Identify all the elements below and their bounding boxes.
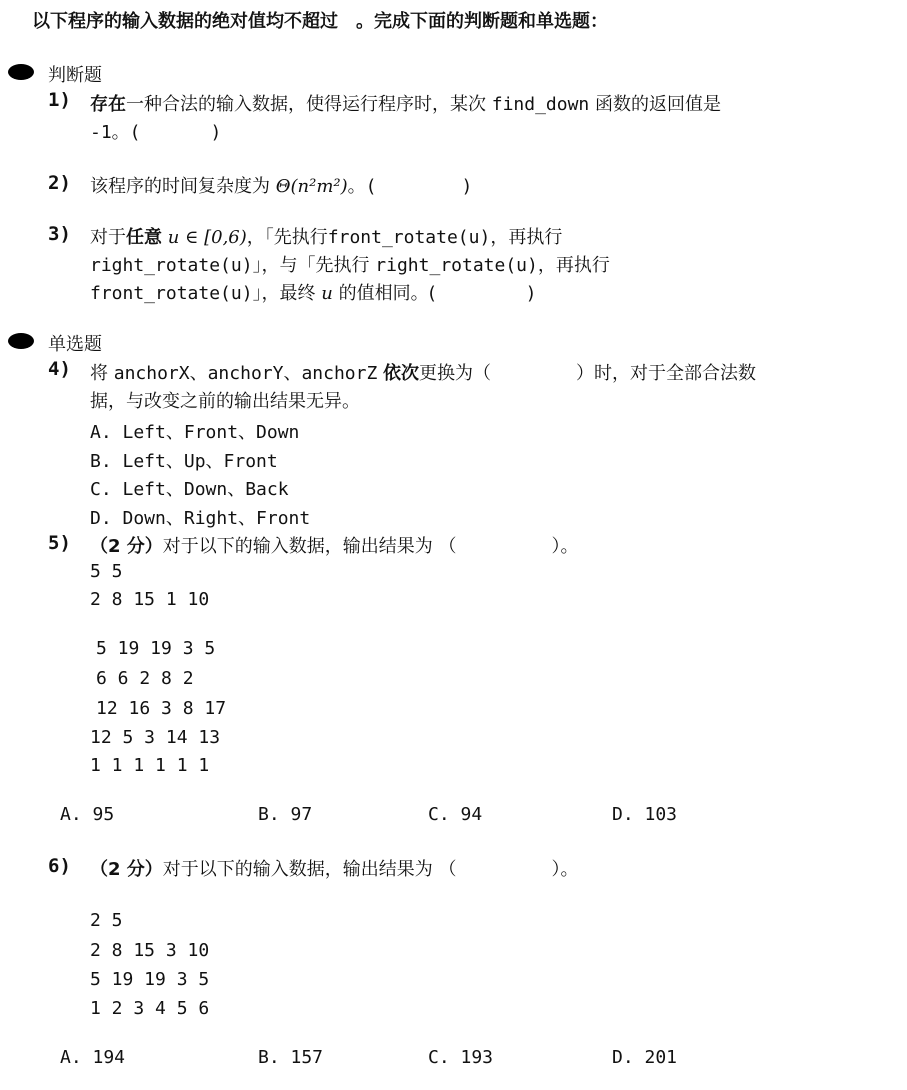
q6-input-line: 2 8 15 3 10: [90, 940, 210, 961]
q5-close: ）。: [551, 536, 579, 557]
q2-answer-open: 。(: [347, 176, 377, 197]
q3-text-c: 」，与「先执行: [252, 255, 370, 276]
q6-number: 6): [48, 855, 71, 877]
q1-line2: [90, 118, 221, 144]
q4-option-b[interactable]: B. Left、Up、Front: [90, 451, 278, 472]
page-header: 以下程序的输入数据的绝对值均不超过 。完成下面的判断题和单选题：: [32, 11, 608, 32]
q1-code: find_down: [491, 94, 590, 115]
q3-text-f: 的值相同。(: [338, 283, 436, 304]
q4-number: 4): [48, 358, 71, 380]
q2-text: 该程序的时间复杂度为: [90, 176, 270, 197]
q4-post: ）时，对于全部合法数: [576, 363, 757, 384]
q3-code1: front_rotate(u): [327, 227, 491, 248]
section-title-tf: 判断题: [48, 65, 102, 86]
q1-line1: [90, 90, 721, 116]
q3-math-u: u: [321, 283, 333, 304]
q3-text-e: 」，最终: [252, 283, 316, 304]
q4-pre: 将: [90, 363, 108, 384]
q3-text-b: ，再执行: [490, 227, 563, 248]
q6-option-b[interactable]: B. 157: [258, 1047, 324, 1068]
q5-input-line: 12 5 3 14 13: [90, 727, 221, 748]
q1-text: 一种合法的输入数据，使得运行程序时，某次: [126, 94, 486, 115]
q6-input-line: 5 19 19 3 5: [90, 969, 210, 990]
q3-text-a: ，「先执行: [246, 227, 328, 248]
q3-code4: front_rotate(u): [90, 283, 253, 304]
bullet-icon: [8, 333, 34, 349]
q2-line: [90, 172, 472, 198]
q1-answer-open: -1。(: [90, 122, 141, 143]
q6-close: ）。: [551, 859, 579, 880]
q3-line3: [90, 279, 537, 305]
q5-number: 5): [48, 532, 71, 554]
q5-line: [90, 532, 579, 558]
q4-option-d[interactable]: D. Down、Right、Front: [90, 508, 311, 529]
q6-option-d[interactable]: D. 201: [612, 1047, 678, 1068]
q5-input-line: 5 19 19 3 5: [96, 638, 216, 659]
q3-text-d: ，再执行: [537, 255, 610, 276]
q4-option-c[interactable]: C. Left、Down、Back: [90, 479, 289, 500]
q2-number: 2): [48, 172, 71, 194]
q6-input-line: 2 5: [90, 910, 123, 931]
q6-option-a[interactable]: A. 194: [60, 1047, 126, 1068]
q2-answer-close: ): [461, 176, 473, 197]
q3-number: 3): [48, 223, 71, 245]
q3-bold: 任意: [126, 227, 162, 248]
q3-code2: right_rotate(u): [90, 255, 253, 276]
q5-input-line: 12 16 3 8 17: [96, 698, 227, 719]
q6-line: [90, 855, 579, 881]
q3-line1: [90, 223, 562, 249]
q3-line2: [90, 251, 610, 277]
bullet-icon: [8, 64, 34, 80]
q5-option-b[interactable]: B. 97: [258, 804, 313, 825]
q5-option-d[interactable]: D. 103: [612, 804, 678, 825]
q6-text: 对于以下的输入数据，输出结果为 （: [162, 859, 457, 880]
section-title-mc: 单选题: [48, 334, 102, 355]
q2-math: Θ(n²m²): [275, 176, 348, 197]
q5-input-line: 2 8 15 1 10: [90, 589, 210, 610]
q1-answer-close: ): [210, 122, 222, 143]
q6-option-c[interactable]: C. 193: [428, 1047, 494, 1068]
q6-score: （2 分）: [90, 859, 163, 880]
q4-option-a[interactable]: A. Left、Front、Down: [90, 422, 300, 443]
q5-option-c[interactable]: C. 94: [428, 804, 483, 825]
q5-text: 对于以下的输入数据，输出结果为 （: [162, 536, 457, 557]
q3-answer-close: ): [525, 283, 537, 304]
q3-code3: right_rotate(u): [375, 255, 538, 276]
q1-number: 1): [48, 89, 71, 111]
q4-line2: 据，与改变之前的输出结果无异。: [90, 391, 360, 412]
q6-input-line: 1 2 3 4 5 6: [90, 998, 210, 1019]
q1-text2: 函数的返回值是: [595, 94, 722, 115]
q3-math: u ∈ [0,6): [167, 227, 247, 248]
q5-input-line: 5 5: [90, 561, 123, 582]
q5-input-line: 6 6 2 8 2: [96, 668, 194, 689]
q4-bold: 依次: [383, 363, 420, 384]
q4-vars: anchorX、anchorY、anchorZ: [113, 363, 378, 384]
q3-pre: 对于: [90, 227, 126, 248]
q5-input-line: 1 1 1 1 1 1: [90, 755, 210, 776]
q4-mid: 更换为（: [419, 363, 492, 384]
q4-line1: [90, 359, 756, 385]
q5-score: （2 分）: [90, 536, 163, 557]
q1-bold: 存在: [90, 94, 126, 115]
q5-option-a[interactable]: A. 95: [60, 804, 115, 825]
